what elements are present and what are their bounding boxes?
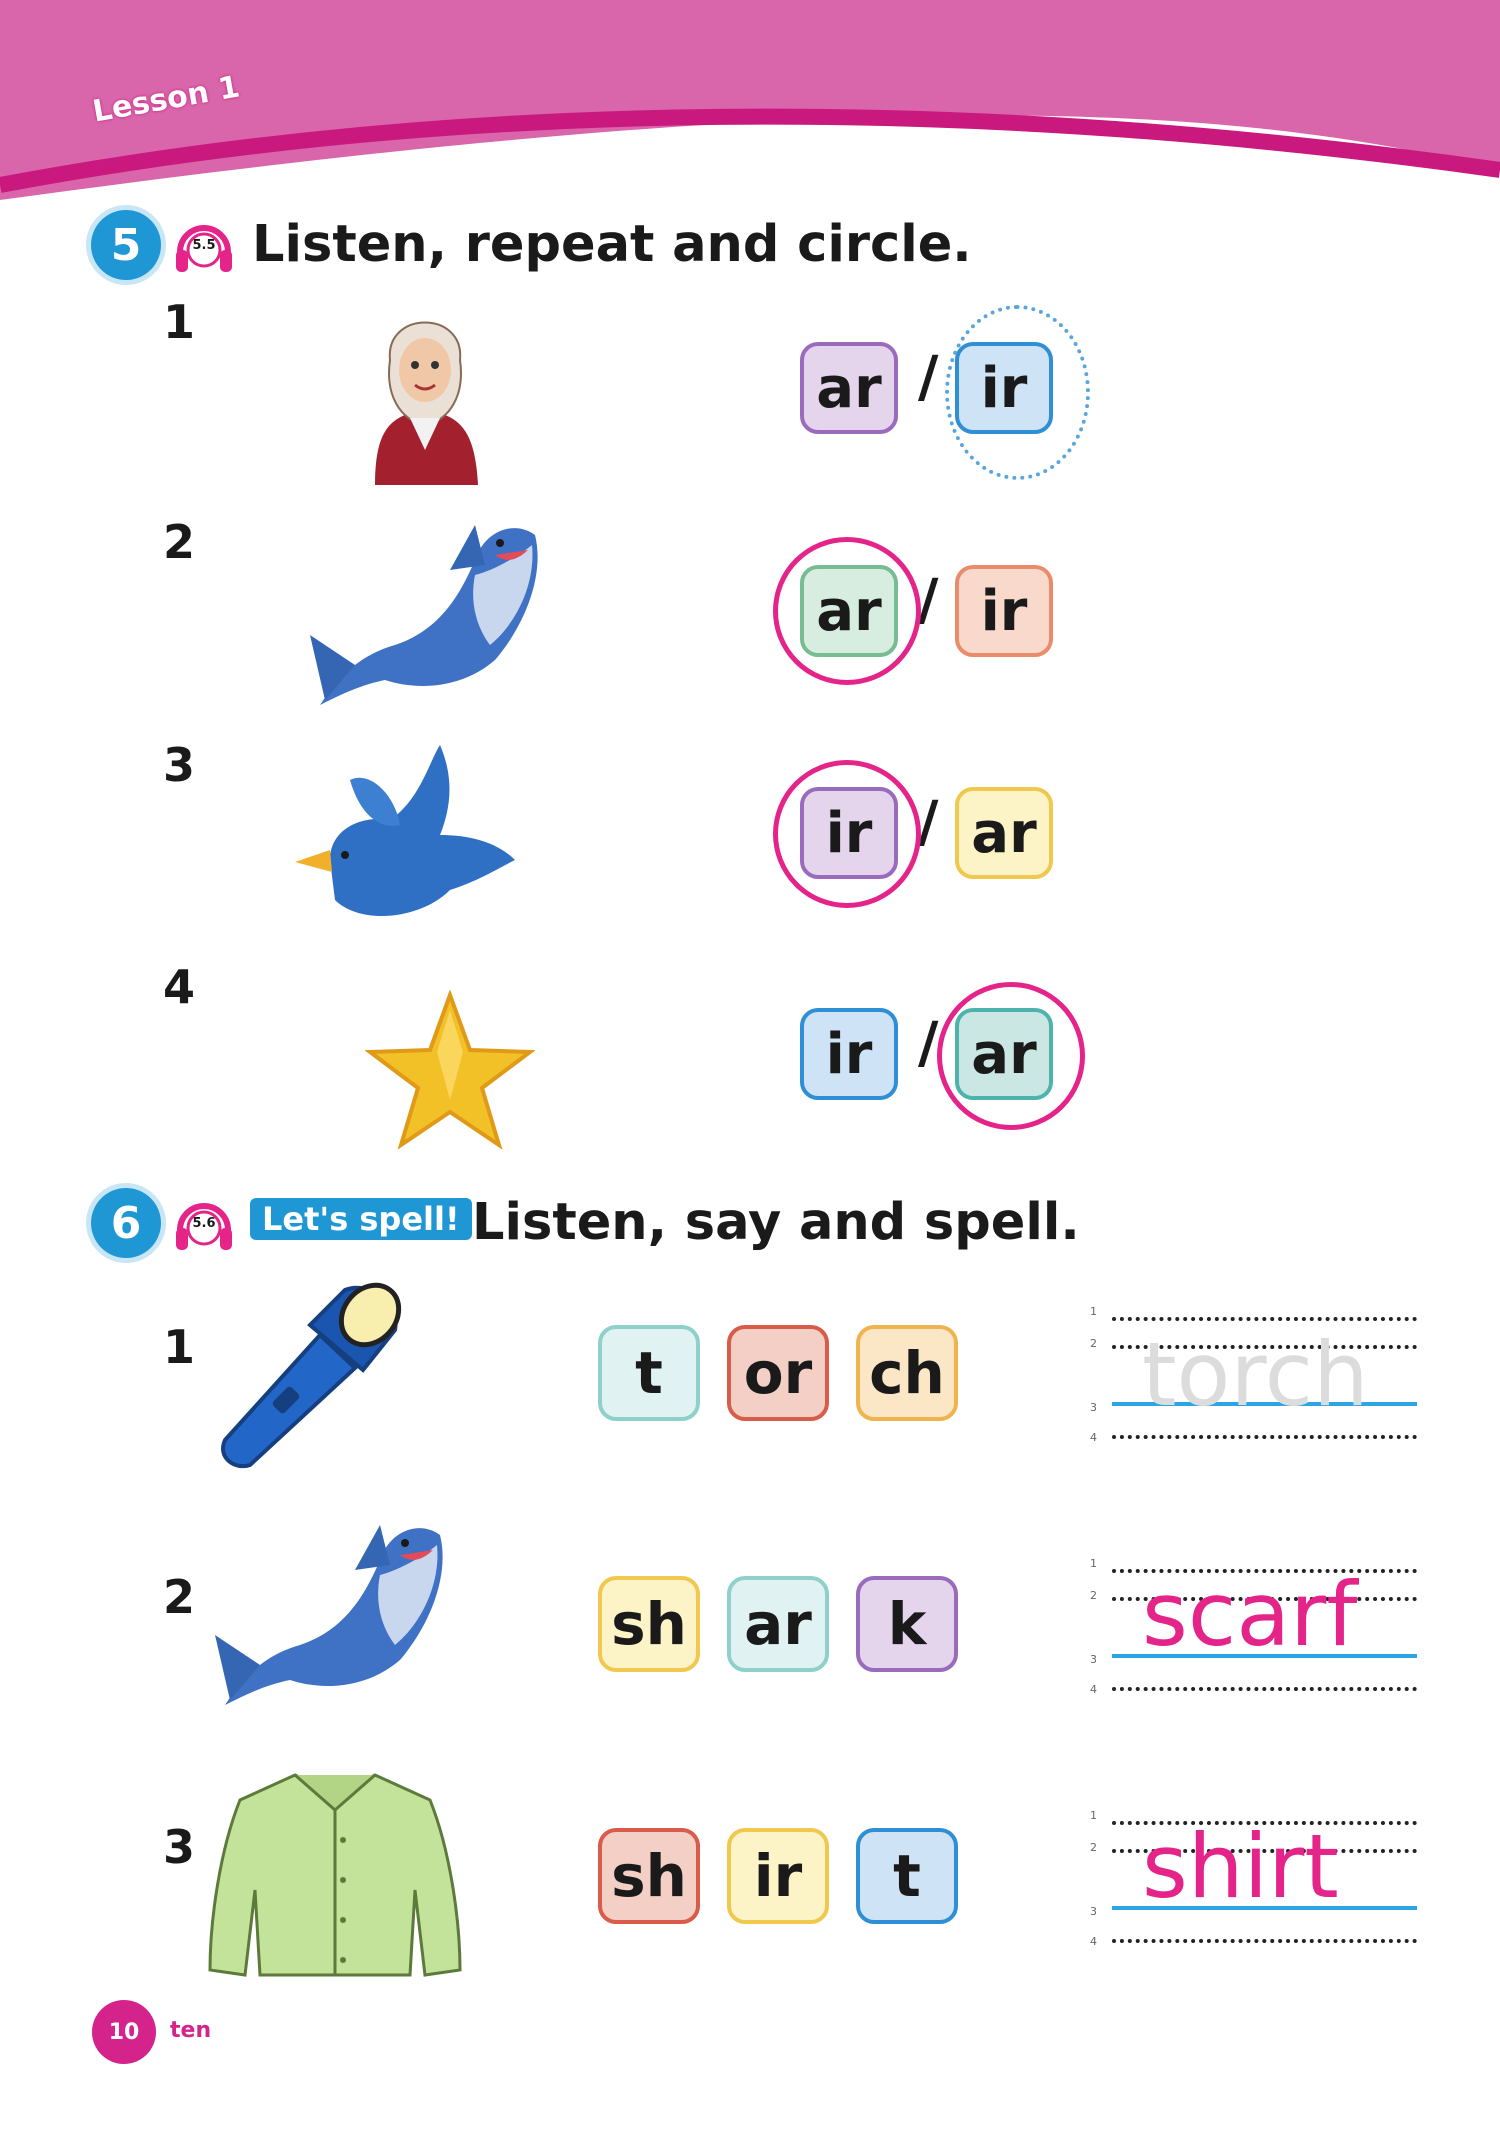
line-tick: 4: [1090, 1683, 1097, 1696]
girl-icon: [360, 300, 490, 485]
letter-tile[interactable]: ch: [856, 1325, 958, 1421]
item-number: 1: [163, 1320, 196, 1374]
bird-icon: [290, 740, 530, 925]
shark-icon: [205, 1515, 450, 1710]
letter-tile[interactable]: or: [727, 1325, 829, 1421]
item-number: 1: [163, 295, 196, 349]
audio-track-label: 5.6: [192, 1216, 216, 1231]
page-number-word: ten: [170, 2018, 212, 2043]
line-tick: 1: [1090, 1557, 1097, 1570]
item-number: 2: [163, 1570, 196, 1624]
line-tick: 4: [1090, 1935, 1097, 1948]
line-tick: 1: [1090, 1809, 1097, 1822]
letter-tile[interactable]: sh: [598, 1828, 700, 1924]
exercise-number-badge: 6: [91, 1188, 161, 1258]
answer-circle: [773, 760, 921, 908]
exercise-number-badge: 5: [91, 210, 161, 280]
star-icon: [365, 990, 535, 1150]
lets-spell-tag: Let's spell!: [250, 1198, 472, 1240]
audio-track-label: 5.5: [192, 238, 216, 253]
sound-option-tile[interactable]: ar: [800, 342, 898, 434]
page-number-badge: 10: [92, 2000, 156, 2064]
line-tick: 1: [1090, 1305, 1097, 1318]
sound-option-tile[interactable]: ir: [955, 342, 1053, 434]
sound-option-tile[interactable]: ir: [955, 565, 1053, 657]
line-tick: 3: [1090, 1401, 1097, 1414]
sound-option-tile[interactable]: ar: [800, 565, 898, 657]
letter-tile[interactable]: t: [856, 1828, 958, 1924]
exercise6-instruction: Listen, say and spell.: [472, 1193, 1080, 1252]
item-number: 2: [163, 515, 196, 569]
line-tick: 2: [1090, 1841, 1097, 1854]
option-separator: /: [918, 1011, 939, 1076]
sound-option-tile[interactable]: ar: [955, 1008, 1053, 1100]
line-tick: 2: [1090, 1589, 1097, 1602]
line-tick: 2: [1090, 1337, 1097, 1350]
line-tick: 3: [1090, 1653, 1097, 1666]
item-number: 4: [163, 960, 196, 1014]
shirt-icon: [205, 1770, 465, 1980]
answer-circle: [945, 305, 1090, 480]
sound-option-tile[interactable]: ir: [800, 787, 898, 879]
item-number: 3: [163, 738, 196, 792]
option-separator: /: [918, 345, 939, 410]
handwriting-lines[interactable]: [1090, 1305, 1417, 1444]
lesson-label: Lesson 1: [90, 69, 243, 130]
letter-tile[interactable]: sh: [598, 1576, 700, 1672]
option-separator: /: [918, 568, 939, 633]
torch-icon: [205, 1280, 405, 1470]
written-word: scarf: [1142, 1563, 1358, 1666]
line-tick: 4: [1090, 1431, 1097, 1444]
line-tick: 3: [1090, 1905, 1097, 1918]
letter-tile[interactable]: k: [856, 1576, 958, 1672]
letter-tile[interactable]: ar: [727, 1576, 829, 1672]
sound-option-tile[interactable]: ar: [955, 787, 1053, 879]
letter-tile[interactable]: ir: [727, 1828, 829, 1924]
written-word: shirt: [1142, 1815, 1339, 1918]
handwriting-lines[interactable]: [1090, 1809, 1417, 1948]
traced-word: torch: [1142, 1323, 1369, 1426]
option-separator: /: [918, 790, 939, 855]
item-number: 3: [163, 1820, 196, 1874]
answer-circle: [937, 982, 1085, 1130]
answer-circle: [773, 537, 921, 685]
shark-icon: [300, 515, 545, 710]
letter-tile[interactable]: t: [598, 1325, 700, 1421]
sound-option-tile[interactable]: ir: [800, 1008, 898, 1100]
exercise5-instruction: Listen, repeat and circle.: [252, 215, 972, 274]
handwriting-lines[interactable]: [1090, 1557, 1417, 1696]
